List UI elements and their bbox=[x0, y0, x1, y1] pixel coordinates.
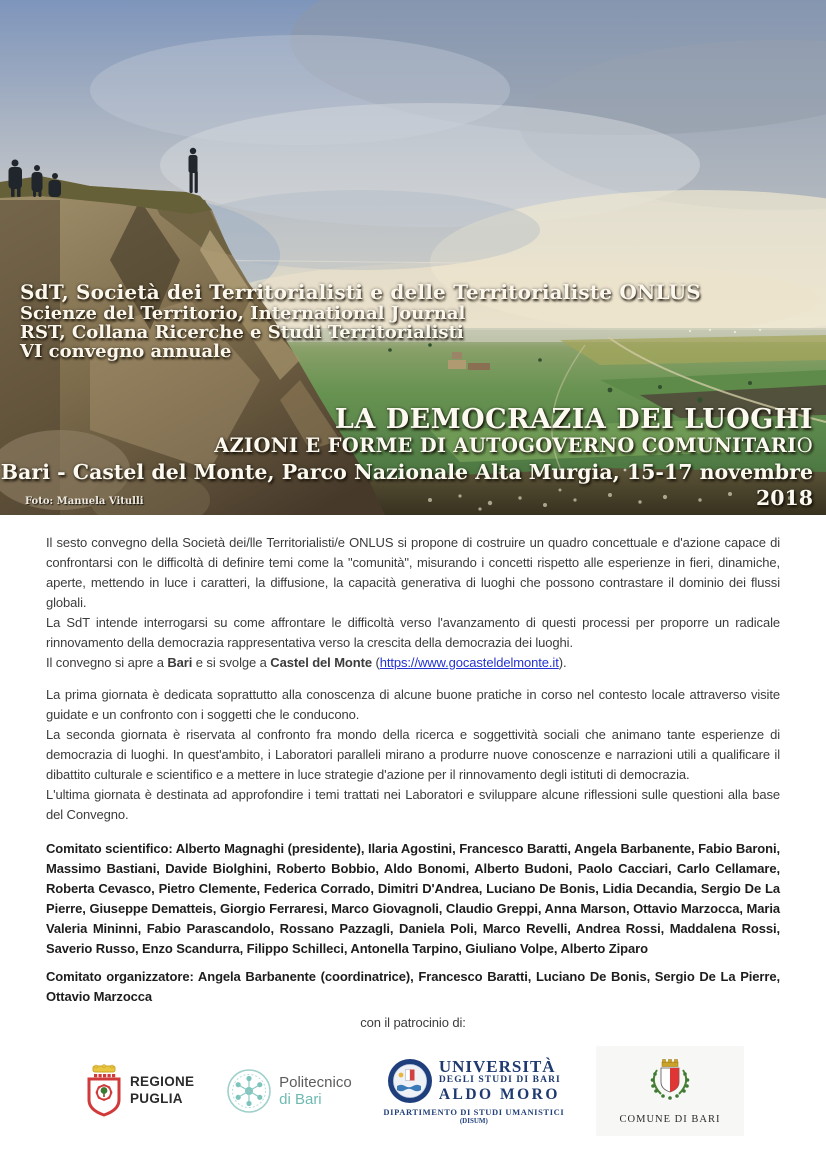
org-line-journal: Scienze del Territorio, International Journal bbox=[20, 302, 466, 324]
regione-puglia-label bbox=[130, 1074, 194, 1108]
day2-paragraph: La seconda giornata è riservata al confronto fra mondo della ricerca e soggettività sociali che animano tante esperienze di democrazia di luoghi. In quest'ambito, i Laboratori paralleli mirano a produrre nuove conoscenze e narrazioni utili a qualificare il dibattito culturale e scientifico e a mettere in luce strategie d'azione per il rinnovamento degli istituti di democrazia. bbox=[46, 727, 780, 782]
org-line-rst: RST, Collana Ricerche e Studi Territorialisti bbox=[20, 322, 464, 344]
logo-universita-bari bbox=[383, 1058, 564, 1125]
conference-venue-date: Bari - Castel del Monte, Parco Nazionale Alta Murgia, 15-17 novembre 2018 bbox=[0, 459, 813, 511]
logo-regione-puglia bbox=[86, 1064, 194, 1118]
politecnico-label bbox=[279, 1074, 352, 1109]
regione-puglia-crest-icon bbox=[86, 1064, 122, 1118]
org-line-convegno: VI convegno annuale bbox=[20, 341, 232, 363]
subtitle-main: AZIONI E FORME DI AUTOGOVERNO COMUNITARI bbox=[214, 434, 797, 458]
logo-comune-bari bbox=[596, 1046, 744, 1136]
comune-bari-label: COMUNE DI BARI bbox=[619, 1113, 721, 1125]
day1-paragraph: La prima giornata è dedicata soprattutto alla conoscenza di alcune buone pratiche in corso nel contesto locale attraverso visite guidate e un confronto con i soggetti che le conducono. bbox=[46, 687, 780, 722]
uniba-logo-top bbox=[387, 1058, 561, 1104]
intro-paragraph-2: La SdT intende interrogarsi su come affrontare le difficoltà verso l'avanzamento di questi processi per proporre un radicale rinnovamento della democrazia rappresentativa verso la crescita della democrazia dei luoghi. bbox=[46, 615, 780, 650]
intro-p3-paren-open: ( bbox=[371, 655, 380, 670]
uniba-label-line1: UNIVERSITÀ bbox=[438, 1057, 556, 1077]
regione-label-line1: REGIONE bbox=[130, 1074, 195, 1090]
patronage-logos-row bbox=[46, 1046, 780, 1150]
intro-paragraph-3 bbox=[46, 653, 780, 673]
intro-p3-mid: e si svolge a bbox=[192, 655, 271, 670]
day3-paragraph: L'ultima giornata è destinata ad approfondire i temi trattati nei Laboratori e sviluppare alcune riflessioni sulle questioni alla base del Convegno. bbox=[46, 787, 780, 822]
regione-label-line2: PUGLIA bbox=[130, 1091, 183, 1106]
conference-subtitle bbox=[0, 434, 813, 458]
conference-title: LA DEMOCRAZIA DEI LUOGHI bbox=[334, 404, 813, 435]
patronage-label: con il patrocinio di: bbox=[360, 1015, 466, 1030]
politecnico-label-line2: di Bari bbox=[279, 1091, 322, 1108]
uniba-label-line3: ALDO MORO bbox=[438, 1085, 560, 1103]
uniba-label-line2: DEGLI STUDI DI BARI bbox=[438, 1075, 561, 1086]
hero-photo-section bbox=[0, 0, 826, 515]
intro-p3-pre: Il convegno si apre a bbox=[46, 655, 168, 670]
document-body bbox=[0, 515, 826, 1150]
uniba-dept-line1: DIPARTIMENTO DI STUDI UMANISTICI bbox=[383, 1106, 565, 1117]
intro-p3-paren-close: ). bbox=[558, 655, 567, 670]
uniba-dept-line2: (DISUM) bbox=[459, 1116, 488, 1125]
politecnico-label-line1: Politecnico bbox=[279, 1073, 352, 1091]
scientific-committee: Comitato scientifico: Alberto Magnaghi (presidente), Ilaria Agostini, Francesco Baratti, Angela Barbanente, Fabio Baroni, Massimo Bastiani, Davide Biolghini, Roberto Bobbio, Aldo Bonomi, Alberto Budoni, Paolo Cacciari, Carlo Cellamare, Roberta Cevasco, Pietro Clemente, Federica Corrado, Dimitri D'Andrea, Luciano De Bonis, Lidia Decandia, Sergio De La Pierre, Giuseppe Dematteis, Giorgio Ferraresi, Marco Giovagnoli, Claudio Greppi, Anna Marson, Ottavio Marzocca, Maria Valeria Mininni, Fabio Parascandolo, Rossano Pazzagli, Daniela Poli, Marco Revelli, Andrea Rossi, Maddalena Rossi, Saverio Russo, Enzo Scandurra, Filippo Schilleci, Antonella Tarpino, Giuliano Volpe, Alberto Ziparo bbox=[46, 841, 780, 956]
organizer-overlay bbox=[20, 282, 701, 362]
gocasteldelmonte-link[interactable]: https://www.gocasteldelmonte.it bbox=[379, 655, 559, 670]
org-line-sdt: SdT, Società dei Territorialisti e delle Territorialiste ONLUS bbox=[20, 280, 701, 304]
intro-bold-bari: Bari bbox=[167, 655, 193, 670]
uniba-label bbox=[439, 1058, 561, 1103]
subtitle-last-letter: O bbox=[796, 434, 813, 458]
logo-politecnico-bari bbox=[226, 1068, 352, 1114]
comune-bari-crest-icon bbox=[641, 1058, 699, 1110]
uniba-department-label bbox=[383, 1107, 564, 1125]
organizing-committee: Comitato organizzatore: Angela Barbanente (coordinatrice), Francesco Baratti, Luciano De Bonis, Sergio De La Pierre, Ottavio Marzocca bbox=[46, 969, 780, 1004]
intro-bold-castel: Castel del Monte bbox=[270, 655, 372, 670]
photo-credit: Foto: Manuela Vitulli bbox=[25, 496, 144, 507]
politecnico-emblem-icon bbox=[226, 1068, 272, 1114]
uniba-seal-icon bbox=[387, 1058, 433, 1104]
intro-paragraph-1: Il sesto convegno della Società dei/lle Territorialisti/e ONLUS si propone di costruire un quadro concettuale e d'azione capace di confrontarsi con le difficoltà di definire temi come la "comunità", misurando i concetti rispetto alle esperienze in fieri, dinamiche, aperte, mettendo in luce i caratteri, la diffusione, la capacità generativa di luoghi che possono contrastare il dominio dei flussi globali. bbox=[46, 535, 780, 610]
